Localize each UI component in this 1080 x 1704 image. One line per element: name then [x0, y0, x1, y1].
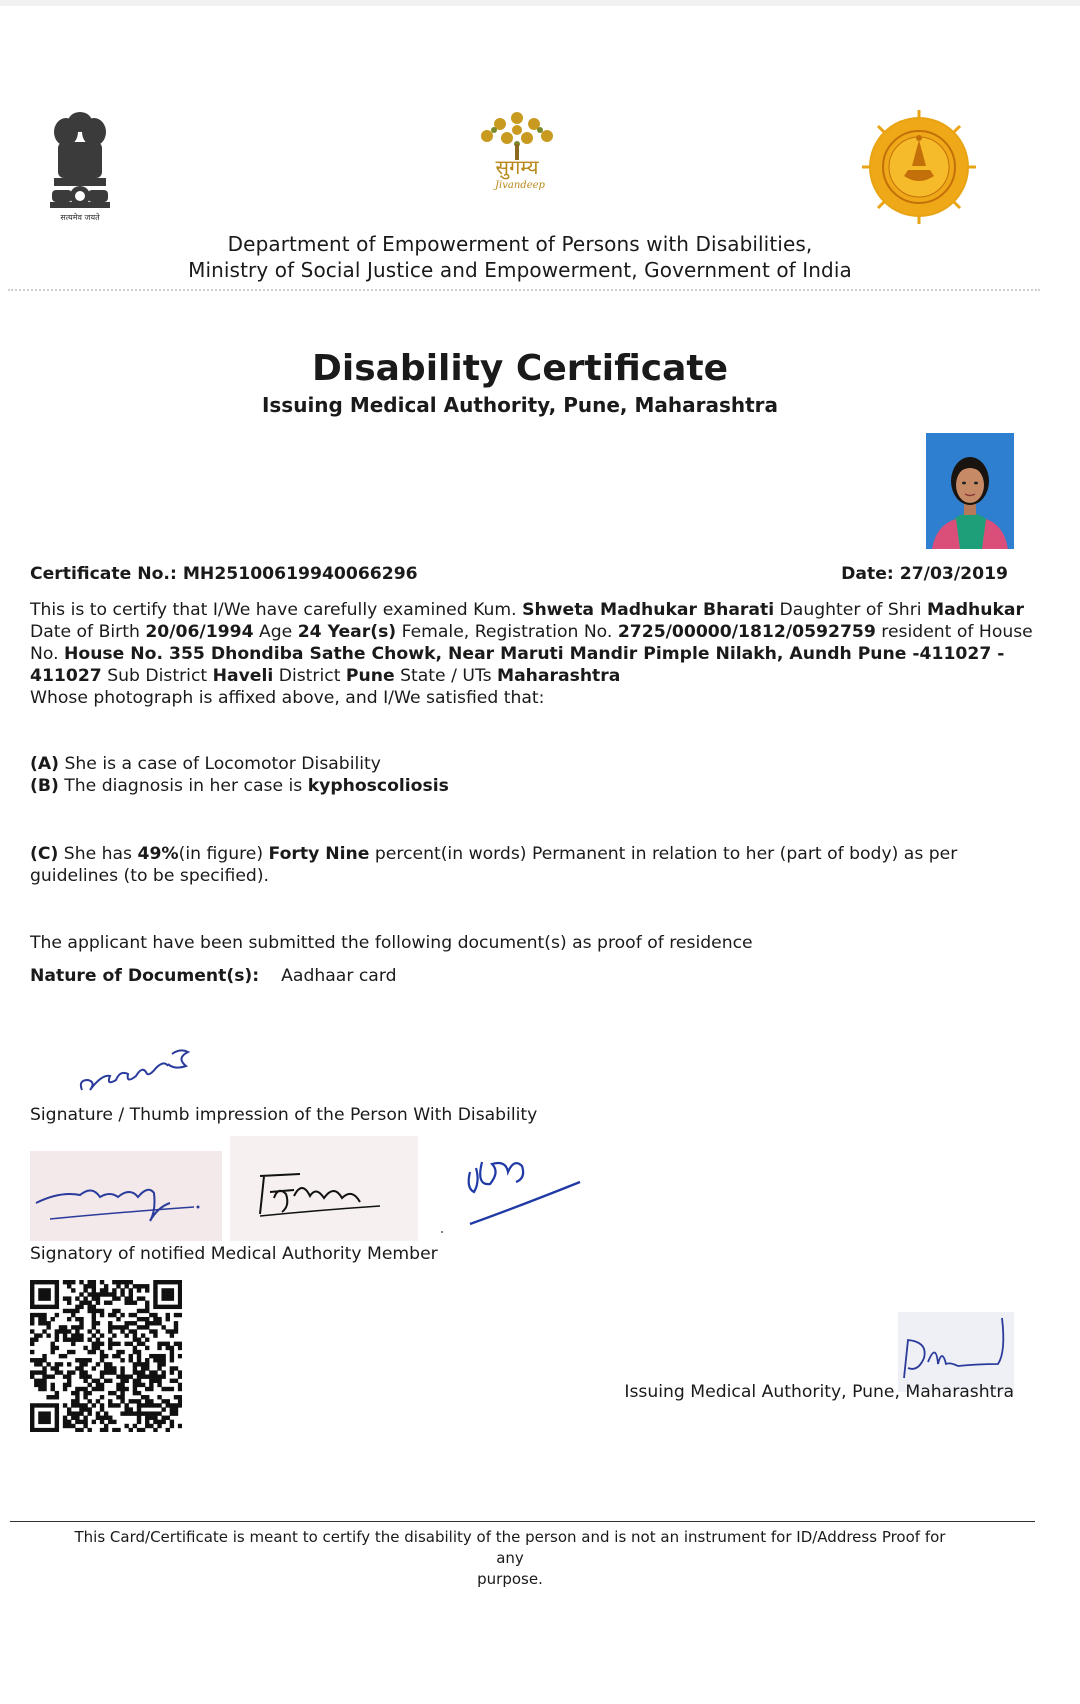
clause-a: (A) She is a case of Locomotor Disability: [30, 754, 381, 774]
clause-c: (C) She has 49%(in figure) Forty Nine percent(in words) Permanent in relation to her (part of body) as per: [30, 844, 958, 864]
authority-signature: [898, 1312, 1014, 1392]
member-signature-3: [430, 1132, 620, 1240]
member-signature-label: Signatory of notified Medical Authority Member: [30, 1244, 438, 1264]
department-line-1: Department of Empowerment of Persons with Disabilities,: [227, 232, 813, 256]
page-title: Disability Certificate: [311, 348, 729, 389]
svg-text:सत्यमेव जयते: सत्यमेव जयते: [60, 213, 100, 222]
sugamya-logo-icon: [462, 104, 572, 204]
certificate-date: Date: 27/03/2019: [841, 564, 1008, 584]
body-line-2: Date of Birth 20/06/1994 Age 24 Year(s) Female, Registration No. 2725/00000/1812/0592759 resident of House: [30, 622, 1033, 642]
document-nature: Nature of Document(s): Aadhaar card: [30, 966, 397, 986]
footer-line-1: This Card/Certificate is meant to certify the disability of the person and is not an instrument for ID/Address Proof for any: [74, 1528, 946, 1567]
member-signature-1: [30, 1151, 222, 1241]
header-divider: [8, 289, 1040, 291]
clause-b: (B) The diagnosis in her case is kyphoscoliosis: [30, 776, 449, 796]
national-emblem-icon: [40, 104, 120, 224]
footer-divider: [10, 1521, 1035, 1522]
clause-c-line-2: guidelines (to be specified).: [30, 866, 270, 886]
applicant-signature: [76, 1030, 196, 1100]
member-signature-2: [230, 1136, 418, 1241]
body-line-1: This is to certify that I/We have carefully examined Kum. Shweta Madhukar Bharati Daughter of Shri Madhukar: [30, 600, 1024, 620]
department-line-2: Ministry of Social Justice and Empowerment, Government of India: [188, 258, 852, 282]
svg-text:सुगम्य: सुगम्य: [495, 155, 539, 179]
qr-code: [30, 1280, 182, 1432]
svg-text:Jivandeep: Jivandeep: [495, 180, 545, 191]
certificate-number: Certificate No.: MH25100619940066296: [30, 564, 418, 584]
footer-line-2: purpose.: [477, 1570, 543, 1588]
top-bar: [0, 0, 1080, 6]
maharashtra-seal-icon: [862, 110, 976, 224]
authority-label: Issuing Medical Authority, Pune, Maharashtra: [624, 1382, 1014, 1402]
body-line-5: Whose photograph is affixed above, and I/We satisfied that:: [30, 688, 545, 708]
footer-disclaimer: [60, 1527, 960, 1590]
body-line-3: No. House No. 355 Dhondiba Sathe Chowk, Near Maruti Mandir Pimple Nilakh, Aundh Pune -411027 -: [30, 644, 1005, 664]
residence-statement: The applicant have been submitted the following document(s) as proof of residence: [30, 933, 753, 953]
pwd-signature-label: Signature / Thumb impression of the Person With Disability: [30, 1105, 538, 1125]
page-subtitle: Issuing Medical Authority, Pune, Maharashtra: [261, 393, 779, 417]
applicant-photo: [926, 433, 1014, 549]
body-line-4: 411027 Sub District Haveli District Pune State / UTs Maharashtra: [30, 666, 621, 686]
